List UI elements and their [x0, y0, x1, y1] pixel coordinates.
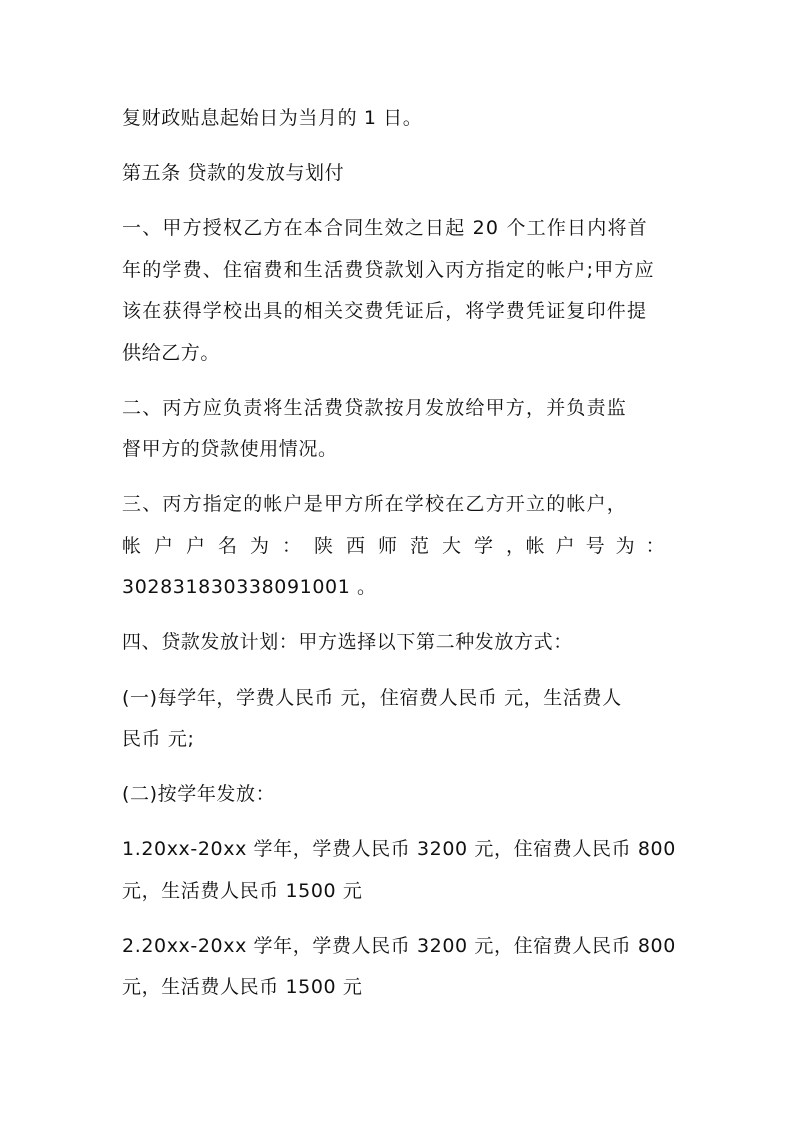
clause-three-line-1: 三、丙方指定的帐户是甲方所在学校在乙方开立的帐户， [122, 493, 628, 515]
clause-four-heading: 四、贷款发放计划：甲方选择以下第二种发放方式： [122, 631, 573, 653]
article-five-heading: 第五条 贷款的发放与划付 [122, 162, 345, 184]
text-line-interest-start: 复财政贴息起始日为当月的 1 日。 [122, 107, 423, 129]
clause-three-account-name-line [122, 534, 676, 558]
clause-two-line-1: 二、丙方应负责将生活费贷款按月发放给甲方，并负责监 [122, 397, 628, 419]
account-number-value: 302831830338091001 。 [122, 576, 377, 598]
year-two-plan-line-1: 2.20xx-20xx 学年，学费人民币 3200 元，住宿费人民币 800 [122, 935, 676, 957]
year-one-plan-line-1: 1.20xx-20xx 学年，学费人民币 3200 元，住宿费人民币 800 [122, 838, 676, 860]
clause-one-line-1: 一、甲方授权乙方在本合同生效之日起 20 个工作日内将首 [122, 217, 648, 239]
option-two-heading: (二)按学年发放： [122, 783, 276, 805]
clause-one-line-4: 供给乙方。 [122, 342, 221, 364]
year-one-plan-line-2: 元，生活费人民币 1500 元 [122, 880, 363, 902]
clause-one-line-2: 年的学费、住宿费和生活费贷款划入丙方指定的帐户;甲方应 [122, 259, 655, 281]
account-name-text: 帐户户名为：陕西师范大学 [122, 535, 507, 557]
option-one-line-2: 民币 元; [122, 728, 195, 750]
option-one-line-1: (一)每学年，学费人民币 元，住宿费人民币 元，生活费人 [122, 687, 622, 709]
account-number-label: 帐户号为： [525, 535, 676, 557]
clause-two-line-2: 督甲方的贷款使用情况。 [122, 438, 338, 460]
account-separator: ， [506, 535, 526, 557]
year-two-plan-line-2: 元，生活费人民币 1500 元 [122, 976, 363, 998]
clause-one-line-3: 该在获得学校出具的相关交费凭证后，将学费凭证复印件提 [122, 300, 648, 322]
